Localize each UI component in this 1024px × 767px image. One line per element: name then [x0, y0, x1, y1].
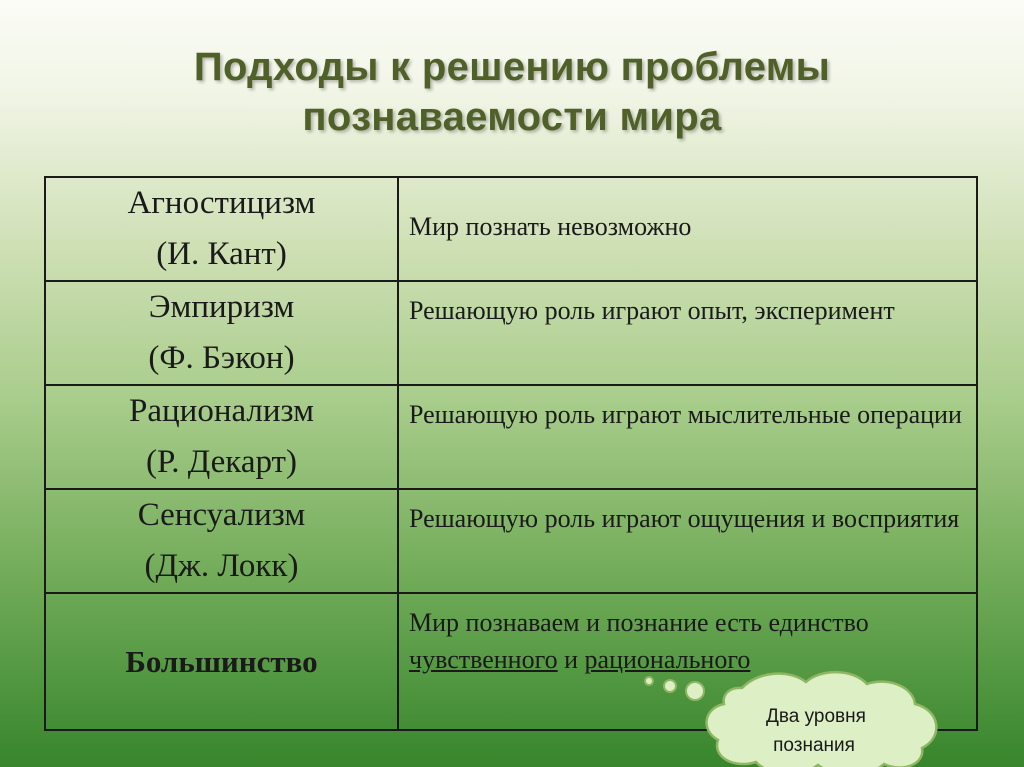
approach-description: Решающую роль играют ощущения и восприятия: [398, 489, 977, 593]
approach-description: Мир познать невозможно: [398, 177, 977, 281]
rational-term: рационального: [584, 645, 751, 674]
approach-author: (Дж. Локк): [144, 548, 299, 584]
approach-name: Сенсуализм: [137, 497, 306, 533]
approach-author: (И. Кант): [156, 236, 287, 272]
approach-description: Решающую роль играют опыт, эксперимент: [398, 281, 977, 385]
callout-line-1: Два уровня: [766, 706, 866, 727]
conjunction: и: [564, 645, 579, 674]
description-text: Мир познаваем и познание есть единство: [409, 608, 869, 637]
slide-title-line-1: Подходы к решению проблемы: [193, 45, 831, 89]
callout-line-2: познания: [773, 735, 855, 756]
approach-cell-majority: Большинство: [45, 593, 398, 730]
approach-author: (Р. Декарт): [146, 444, 297, 480]
thought-bubble-dots: [645, 677, 704, 700]
approach-name: Агностицизм: [127, 185, 316, 221]
approach-name: Эмпиризм: [148, 289, 295, 325]
approach-author: (Ф. Бэкон): [148, 340, 295, 376]
approach-description: Решающую роль играют мыслительные операции: [398, 385, 977, 489]
slide-title-line-2: познаваемости мира: [302, 95, 722, 139]
approach-name: Рационализм: [129, 393, 314, 429]
sensory-term: чувственного: [409, 645, 558, 674]
